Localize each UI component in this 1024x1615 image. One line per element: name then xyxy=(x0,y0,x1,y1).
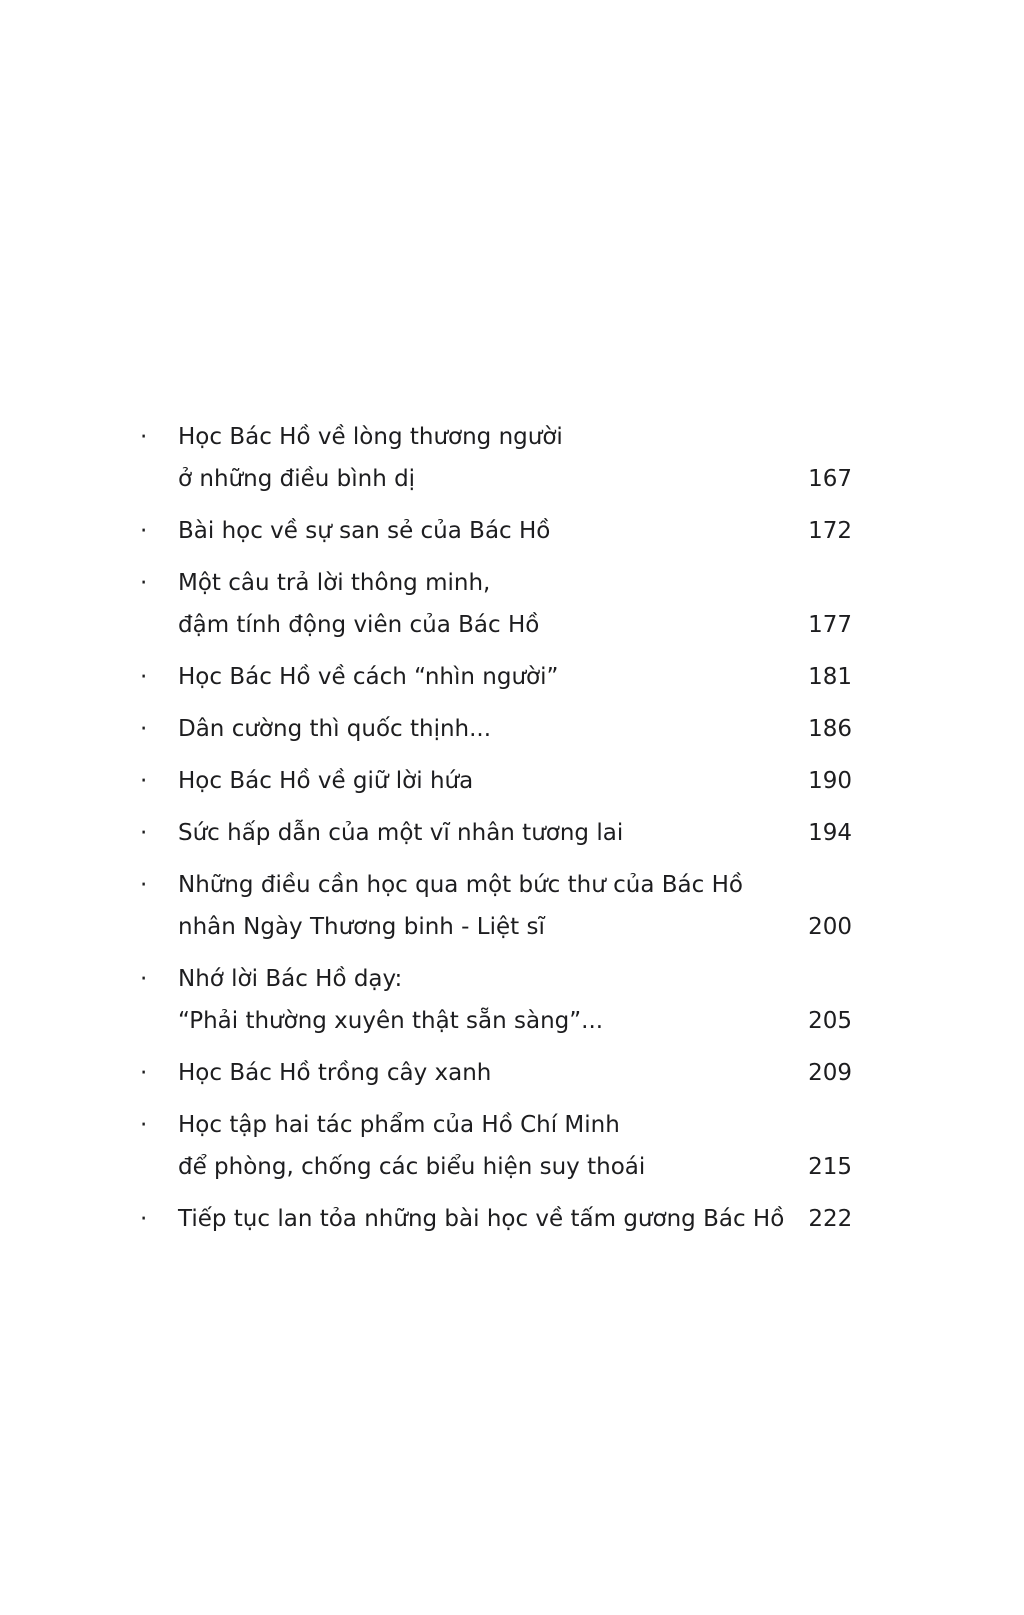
entry-line: Một câu trả lời thông minh, xyxy=(178,570,491,596)
entry-line: ở những điều bình dị xyxy=(178,466,416,492)
entry-line: Học Bác Hồ trồng cây xanh xyxy=(178,1060,492,1086)
bullet-icon: · xyxy=(140,966,148,992)
entry-title xyxy=(178,562,800,646)
toc-list xyxy=(140,416,852,1240)
toc-entry xyxy=(140,708,852,750)
bullet-icon: · xyxy=(140,820,148,846)
entry-line: Học tập hai tác phẩm của Hồ Chí Minh xyxy=(178,1112,620,1138)
entry-line: Học Bác Hồ về cách “nhìn người” xyxy=(178,664,559,690)
toc-entry xyxy=(140,1198,852,1240)
entry-line: Nhớ lời Bác Hồ dạy: xyxy=(178,966,403,992)
entry-page-number: 205 xyxy=(808,1008,852,1034)
entry-title xyxy=(178,416,800,500)
entry-line: Học Bác Hồ về lòng thương người xyxy=(178,424,563,450)
table-of-contents xyxy=(140,416,852,1250)
entry-page-number: 172 xyxy=(808,518,852,544)
entry-title xyxy=(178,958,800,1042)
entry-title xyxy=(178,1104,800,1188)
bullet-icon: · xyxy=(140,768,148,794)
entry-page-number: 222 xyxy=(808,1206,853,1232)
bullet-icon: · xyxy=(140,570,148,596)
bullet-icon: · xyxy=(140,872,148,898)
entry-title xyxy=(178,812,800,854)
entry-page-number: 190 xyxy=(808,768,852,794)
entry-page-number: 167 xyxy=(808,466,852,492)
toc-entry xyxy=(140,812,852,854)
bullet-icon: · xyxy=(140,424,148,450)
toc-entry xyxy=(140,416,852,500)
toc-entry xyxy=(140,958,852,1042)
toc-entry xyxy=(140,1052,852,1094)
entry-page-number: 177 xyxy=(808,612,852,638)
entry-line: đậm tính động viên của Bác Hồ xyxy=(178,612,540,638)
entry-line: để phòng, chống các biểu hiện suy thoái xyxy=(178,1154,646,1180)
entry-title xyxy=(178,656,800,698)
entry-page-number: 186 xyxy=(808,716,852,742)
bullet-icon: · xyxy=(140,664,148,690)
entry-line: Dân cường thì quốc thịnh... xyxy=(178,716,492,742)
entry-line: nhân Ngày Thương binh - Liệt sĩ xyxy=(178,914,545,940)
entry-title xyxy=(178,708,800,750)
toc-entry xyxy=(140,1104,852,1188)
entry-page-number: 209 xyxy=(808,1060,852,1086)
toc-entry xyxy=(140,510,852,552)
entry-page-number: 200 xyxy=(808,914,852,940)
bullet-icon: · xyxy=(140,716,148,742)
entry-line: “Phải thường xuyên thật sẵn sàng”... xyxy=(178,1008,604,1034)
entry-title xyxy=(178,760,800,802)
bullet-icon: · xyxy=(140,1060,148,1086)
entry-line: Tiếp tục lan tỏa những bài học về tấm gương Bác Hồ xyxy=(178,1206,785,1232)
entry-title xyxy=(178,1052,800,1094)
toc-entry xyxy=(140,562,852,646)
entry-title xyxy=(178,864,800,948)
entry-title xyxy=(178,510,800,552)
entry-page-number: 181 xyxy=(808,664,852,690)
entry-line: Những điều cần học qua một bức thư của Bác Hồ xyxy=(178,872,743,898)
toc-entry xyxy=(140,656,852,698)
entry-line: Bài học về sự san sẻ của Bác Hồ xyxy=(178,518,551,544)
toc-entry xyxy=(140,760,852,802)
bullet-icon: · xyxy=(140,518,148,544)
toc-entry xyxy=(140,864,852,948)
bullet-icon: · xyxy=(140,1112,148,1138)
bullet-icon: · xyxy=(140,1206,148,1232)
entry-page-number: 215 xyxy=(808,1154,852,1180)
entry-line: Học Bác Hồ về giữ lời hứa xyxy=(178,768,474,794)
entry-line: Sức hấp dẫn của một vĩ nhân tương lai xyxy=(178,820,624,846)
entry-title xyxy=(178,1198,800,1240)
entry-page-number: 194 xyxy=(808,820,852,846)
